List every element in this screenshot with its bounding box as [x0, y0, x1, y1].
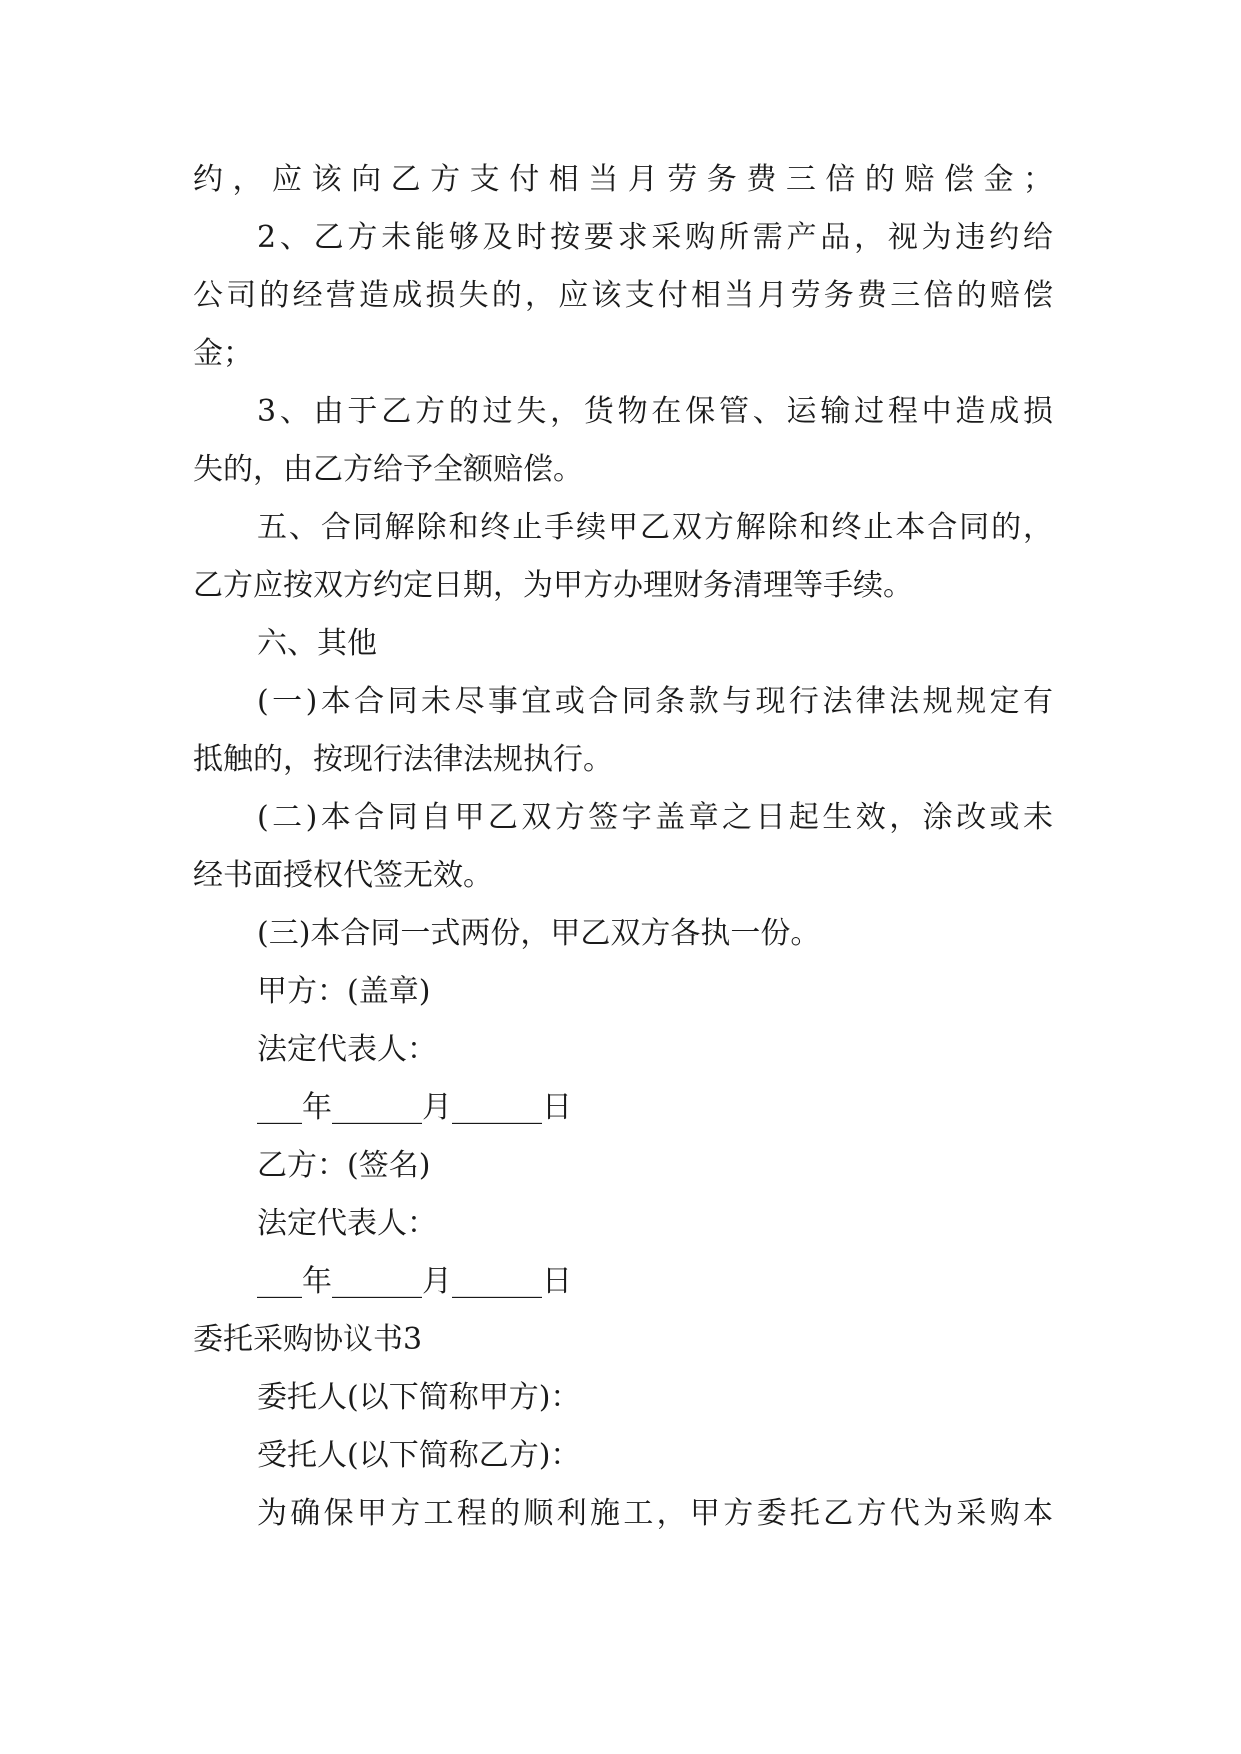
date-line: ___年______月______日: [257, 1090, 572, 1125]
text-line: 金；: [193, 336, 253, 371]
text-line: 经书面授权代签无效。: [193, 858, 493, 893]
document-title: 委托采购协议书3: [193, 1322, 423, 1357]
client-label: 委托人(以下简称甲方)：: [257, 1380, 581, 1415]
text-line: 为确保甲方工程的顺利施工，甲方委托乙方代为采购本: [257, 1496, 1053, 1531]
date-line: ___年______月______日: [257, 1264, 572, 1299]
text-line: (二)本合同自甲乙双方签字盖章之日起生效，涂改或未: [257, 800, 1053, 835]
text-line: 失的，由乙方给予全额赔偿。: [193, 452, 583, 487]
text-line: 乙方应按双方约定日期，为甲方办理财务清理等手续。: [193, 568, 913, 603]
legal-rep-label: 法定代表人：: [257, 1032, 437, 1067]
legal-rep-label: 法定代表人：: [257, 1206, 437, 1241]
text-line: 3、由于乙方的过失，货物在保管、运输过程中造成损: [257, 394, 1053, 429]
text-line: 抵触的，按现行法律法规执行。: [193, 742, 613, 777]
section-heading: 六、其他: [257, 626, 377, 661]
text-line: 约，应该向乙方支付相当月劳务费三倍的赔偿金；: [193, 162, 1053, 197]
text-line: (三)本合同一式两份，甲乙双方各执一份。: [257, 916, 821, 951]
text-line: 2、乙方未能够及时按要求采购所需产品，视为违约给: [257, 220, 1053, 255]
party-a-label: 甲方：(盖章): [257, 974, 431, 1009]
party-b-label: 乙方：(签名): [257, 1148, 431, 1183]
trustee-label: 受托人(以下简称乙方)：: [257, 1438, 581, 1473]
text-line: (一)本合同未尽事宜或合同条款与现行法律法规规定有: [257, 684, 1053, 719]
text-line: 五、合同解除和终止手续甲乙双方解除和终止本合同的，: [257, 510, 1053, 545]
text-line: 公司的经营造成损失的，应该支付相当月劳务费三倍的赔偿: [193, 278, 1053, 313]
